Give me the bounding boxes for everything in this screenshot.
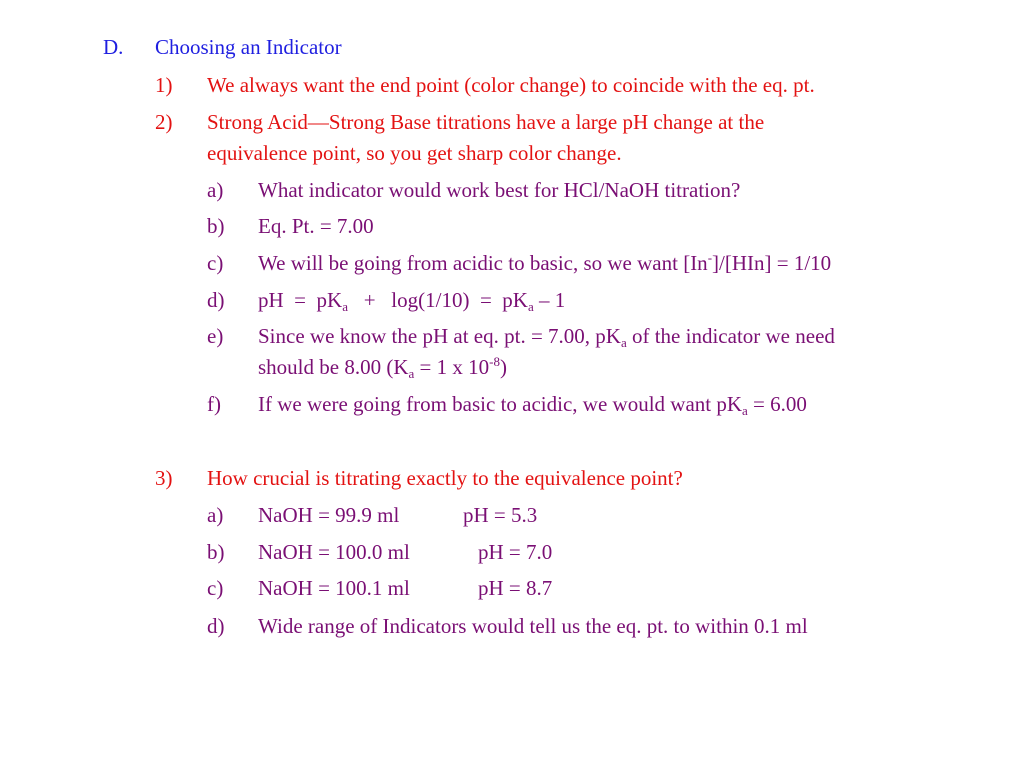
- item2e-l2-mid: = 1 x 10: [414, 355, 490, 379]
- item2f-post: = 6.00: [747, 392, 807, 416]
- item2c-sup: -: [707, 250, 713, 265]
- item3-marker: 3): [155, 466, 173, 490]
- item2c-post: ]/[HIn] = 1/10: [712, 251, 832, 275]
- item3b-ph: pH = 7.0: [478, 540, 553, 564]
- section-title: Choosing an Indicator: [155, 35, 342, 59]
- item2c-marker: c): [207, 251, 224, 275]
- item2d-equation: [258, 288, 565, 312]
- item3c-naoh: NaOH = 100.1 ml: [258, 576, 410, 600]
- item3a-naoh: NaOH = 99.9 ml: [258, 503, 400, 527]
- item3b-marker: b): [207, 540, 225, 564]
- item2e-l1-sub: a: [620, 335, 627, 350]
- item2e-l1-pre: Since we know the pH at eq. pt. = 7.00, pK: [258, 324, 621, 348]
- item1-text: We always want the end point (color change) to coincide with the eq. pt.: [207, 73, 815, 97]
- item2e-l1-post: of the indicator we need: [626, 324, 835, 348]
- item2d-marker: d): [207, 288, 225, 312]
- item2a-marker: a): [207, 178, 224, 202]
- item2d-p1: pH = pK: [258, 288, 343, 312]
- item2-line2: equivalence point, so you get sharp color change.: [207, 141, 622, 165]
- item2a-text: What indicator would work best for HCl/NaOH titration?: [258, 178, 741, 202]
- item3b-naoh: NaOH = 100.0 ml: [258, 540, 410, 564]
- item2d-s2: a: [527, 299, 534, 314]
- item3c-ph: pH = 8.7: [478, 576, 553, 600]
- item3c-marker: c): [207, 576, 224, 600]
- item2e-l2-pre: should be 8.00 (K: [258, 355, 409, 379]
- item3a-ph: pH = 5.3: [463, 503, 538, 527]
- item2e-line2: [258, 355, 507, 379]
- item2b-marker: b): [207, 214, 225, 238]
- item2d-p3: – 1: [533, 288, 566, 312]
- item2-line1: Strong Acid—Strong Base titrations have a large pH change at the: [207, 110, 765, 134]
- item3d-marker: d): [207, 614, 225, 638]
- item2f-marker: f): [207, 392, 221, 416]
- item2f-pre: If we were going from basic to acidic, we would want pK: [258, 392, 743, 416]
- item2e-l2-sub: a: [408, 366, 415, 381]
- item2e-l2-sup: -8: [489, 354, 500, 369]
- item3a-marker: a): [207, 503, 224, 527]
- item2c-text: [258, 251, 831, 275]
- item3d-text: Wide range of Indicators would tell us the eq. pt. to within 0.1 ml: [258, 614, 808, 638]
- item2b-text: Eq. Pt. = 7.00: [258, 214, 374, 238]
- section-marker: D.: [103, 35, 124, 59]
- item2f-text: [258, 392, 807, 416]
- item2f-sub: a: [742, 403, 748, 418]
- item2e-line1: [258, 324, 835, 348]
- item2d-s1: a: [342, 299, 348, 314]
- item2c-pre: We will be going from acidic to basic, so we want [In: [258, 251, 708, 275]
- item2-marker: 2): [155, 110, 173, 134]
- item1-marker: 1): [155, 73, 173, 97]
- item3-text: How crucial is titrating exactly to the equivalence point?: [207, 466, 683, 490]
- item2e-l2-post: ): [499, 355, 507, 379]
- item2d-p2: + log(1/10) = pK: [347, 288, 528, 312]
- item2e-marker: e): [207, 324, 224, 348]
